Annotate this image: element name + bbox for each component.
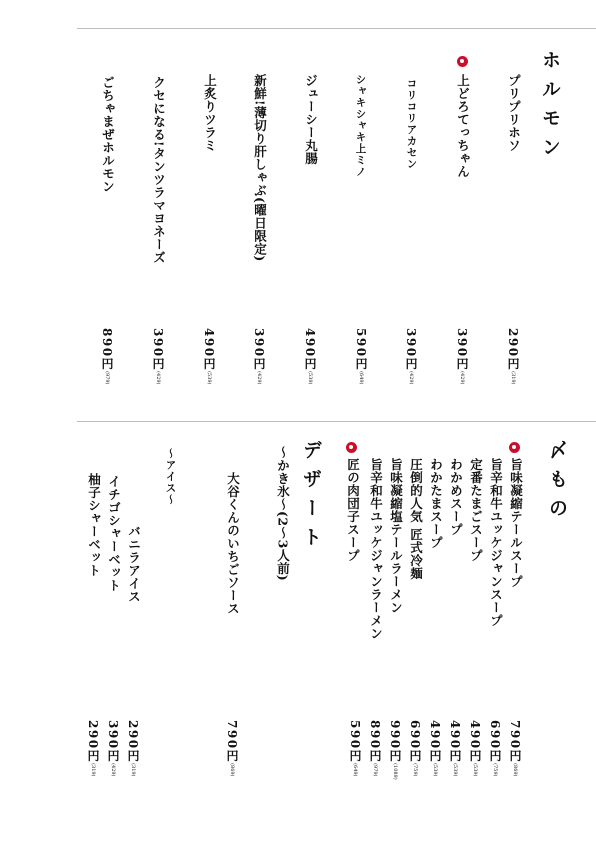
top-divider [77,28,596,29]
menu-item-name: 匠の肉団子スープ [345,458,361,562]
section-title-horumon: ホルモン [539,50,561,166]
menu-item-name: 上炙りツラミ [202,74,218,152]
menu-item-name: 大谷くんのいちごソース [225,472,241,615]
menu-item-name: バニラアイス [126,525,142,603]
recommend-icon [509,442,520,453]
menu-item-price: 390円(429) [404,328,418,385]
menu-item-price: 490円(539) [428,720,442,777]
menu-item-name: シャキシャキ上ミノ [354,74,367,178]
kakigori-heading: 〜かき氷〜(2〜3人前) [275,446,291,582]
menu-item-name: 圧倒的人気 匠式冷麺 [408,458,424,580]
menu-item-price: 690円(759) [488,720,502,777]
menu-item-name: ごちゃまぜホルモン [100,76,116,193]
menu-item-name: 柚子シャーベット [86,473,102,577]
menu-item-price: 290円(319) [506,328,520,385]
menu-item-price: 390円(429) [252,328,266,385]
menu-item-price: 890円(979) [368,720,382,777]
menu-item-name: 旨味凝縮テールスープ [508,458,524,588]
menu-item-name: イチゴシャーベット [106,475,122,592]
menu-item-price: 390円(429) [106,720,120,777]
menu-item-price: 790円(869) [508,720,522,777]
menu-item-name: わかたまスープ [428,458,444,549]
menu-item-price: 290円(319) [86,720,100,777]
menu-item-name: プリプリホソ [506,74,522,152]
menu-item-price: 390円(429) [455,328,469,385]
menu-item-price: 490円(539) [468,720,482,777]
ice-heading: 〜アイス〜 [164,448,177,506]
menu-item-price: 490円(539) [202,328,216,385]
menu-item-name: クセになる!タンツラマヨネーズ [151,76,167,264]
middle-divider [77,421,596,422]
menu-item-price: 290円(319) [126,720,140,777]
menu-item-price: 390円(429) [151,328,165,385]
menu-item-name: ジューシー丸腸 [303,74,319,165]
menu-item-price: 790円(869) [225,720,239,777]
menu-item-name: コリコリアカセン [405,78,418,170]
menu-item-name: 上どろてっちゃん [455,74,471,178]
menu-item-name: 旨辛和牛ユッケジャンスープ [488,458,504,627]
menu-item-price: 890円(979) [100,328,114,385]
menu-item-name: 定番たまごスープ [468,458,484,562]
section-title-shime: 〆もの [546,440,568,527]
section-title-dessert: デザート [300,440,322,556]
recommend-icon [346,442,357,453]
menu-item-name: 旨辛和牛ユッケジャンラーメン [368,458,384,640]
recommend-icon [457,56,468,67]
menu-item-price: 490円(539) [448,720,462,777]
menu-item-name: わかめスープ [448,458,464,536]
menu-item-price: 590円(649) [354,328,368,385]
menu-item-price: 590円(649) [348,720,362,777]
menu-item-name: 旨味凝縮塩テールラーメン [388,458,404,614]
menu-item-name: 新鮮!薄切り肝しゃぶ(曜日限定) [252,74,268,262]
menu-item-price: 990円(1089) [388,720,402,780]
menu-item-price: 690円(759) [408,720,422,777]
menu-item-price: 490円(539) [303,328,317,385]
